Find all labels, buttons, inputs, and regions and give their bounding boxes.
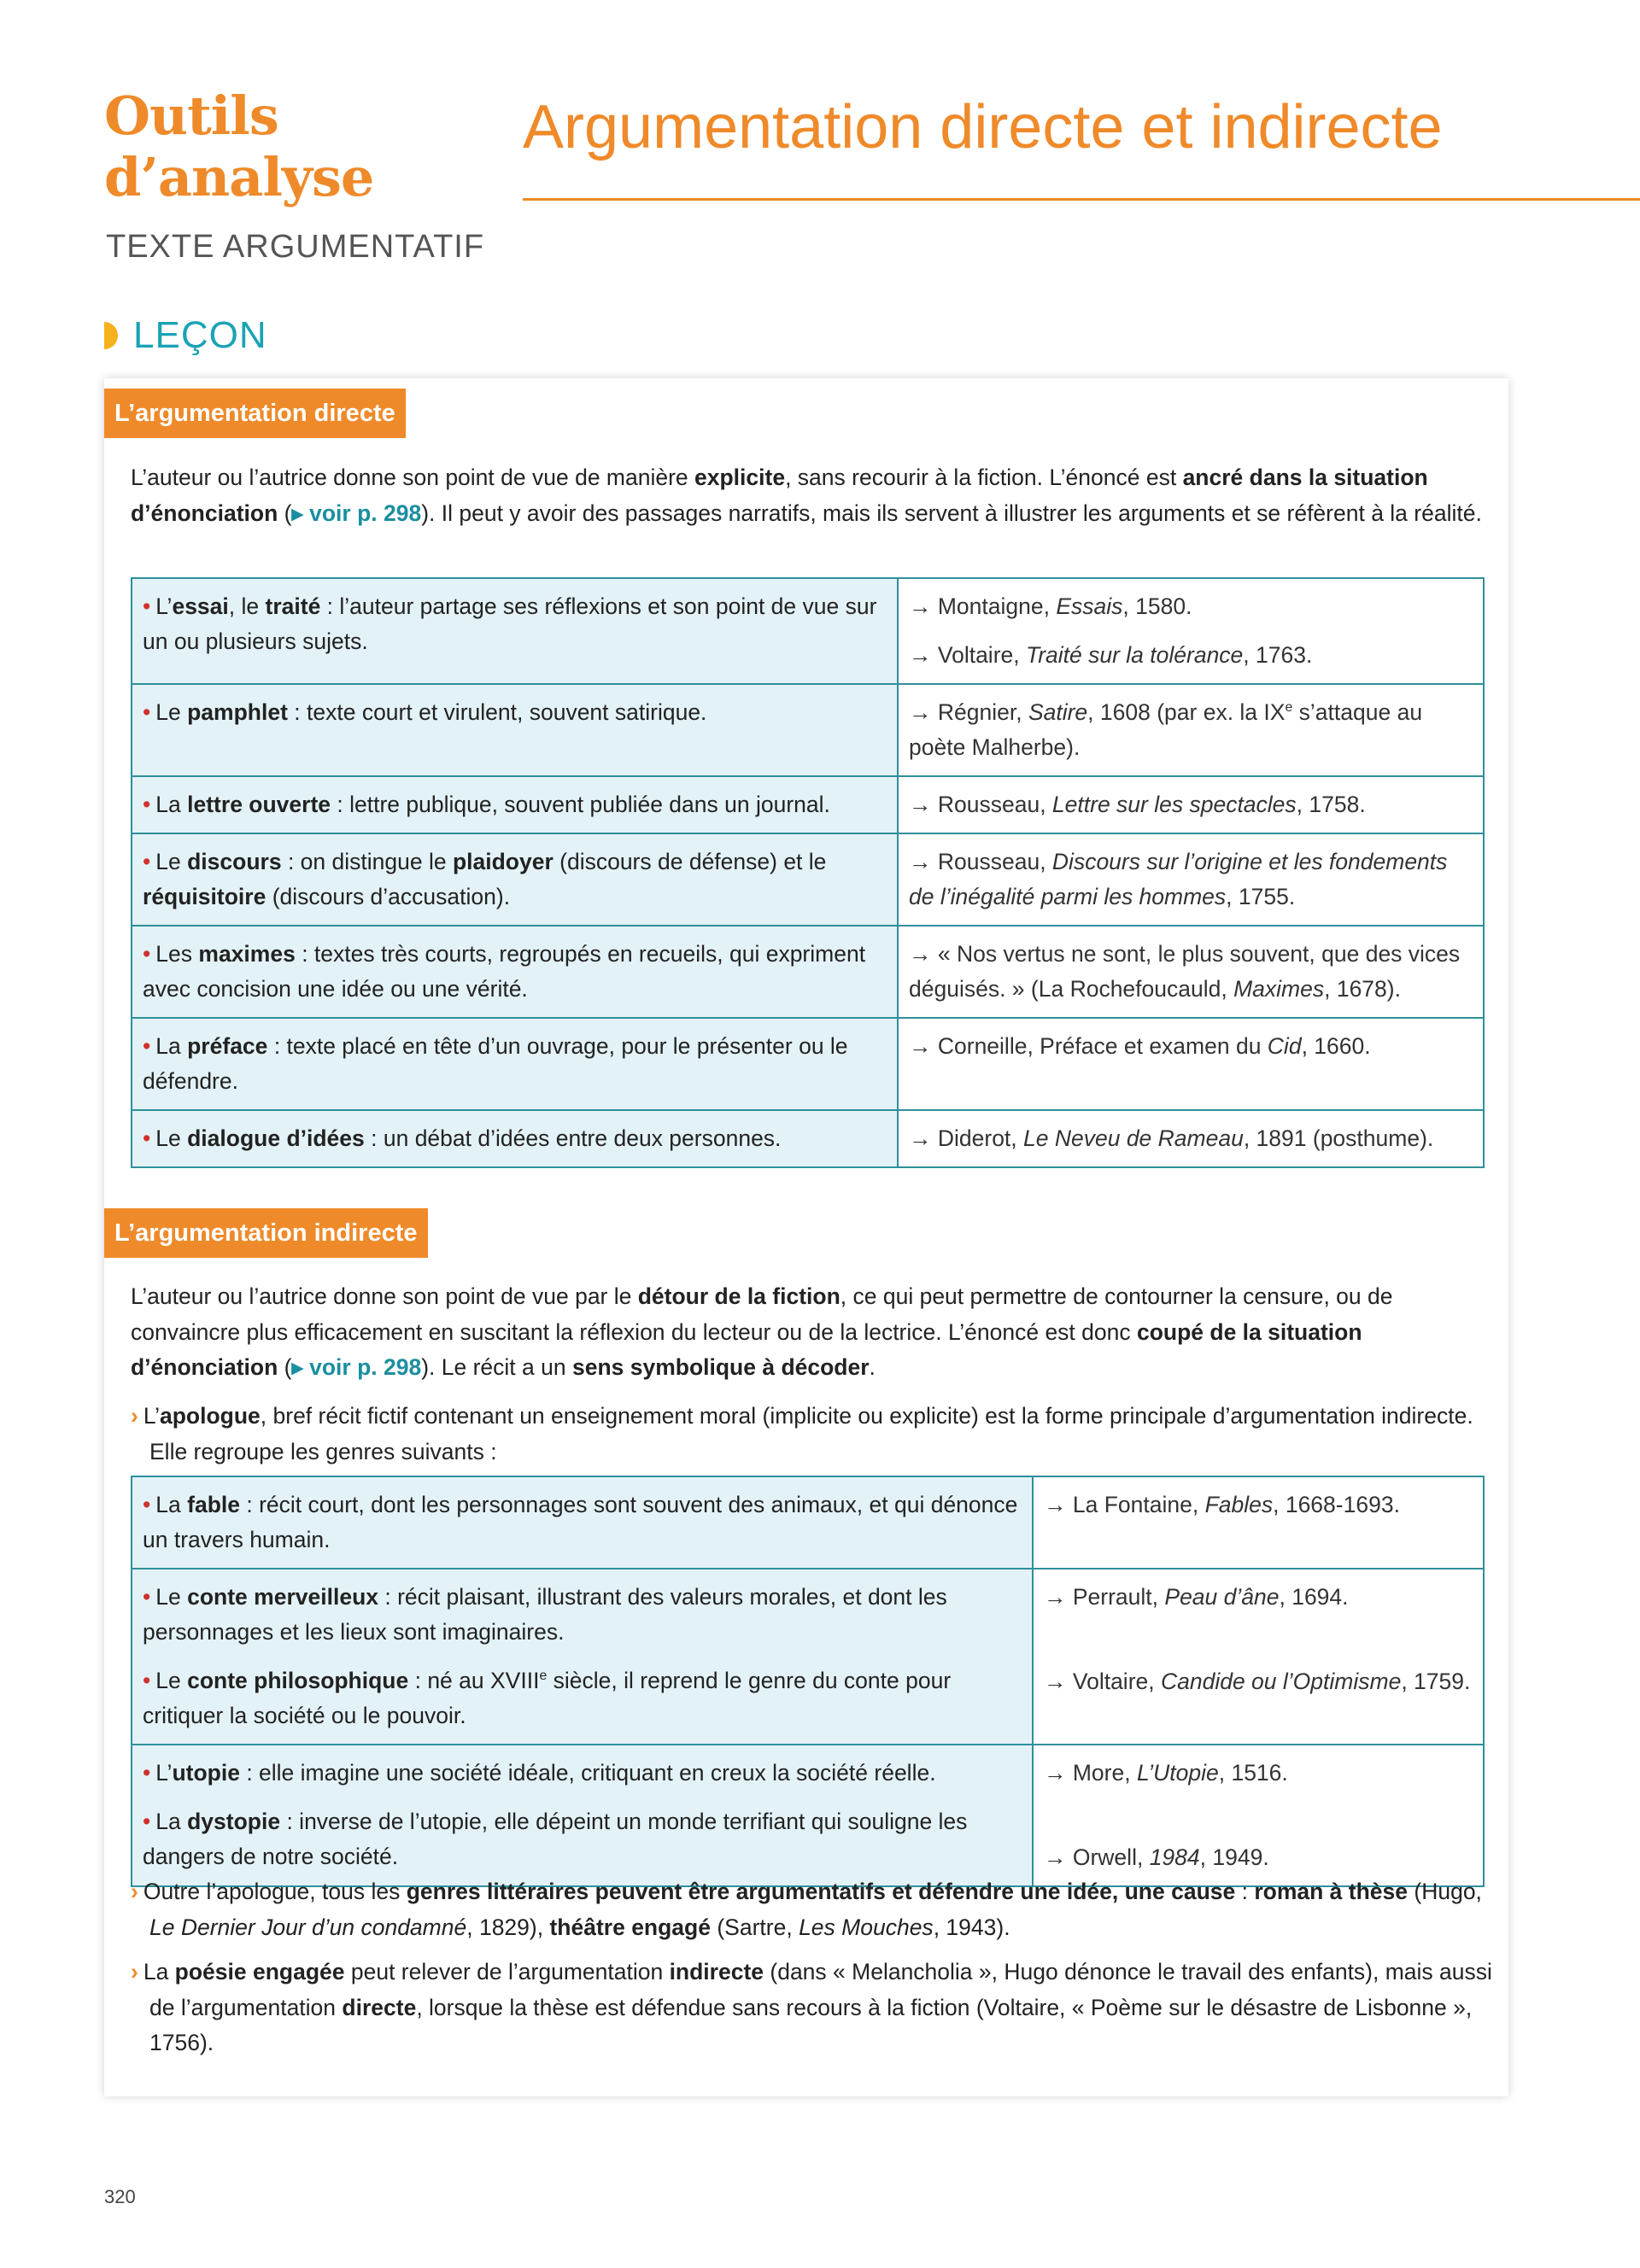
text: : un débat d’idées entre deux personnes. — [364, 1125, 782, 1151]
text: : texte court et virulent, souvent satirique. — [287, 699, 707, 725]
genre-cell — [132, 926, 898, 1018]
bold-text: plaidoyer — [452, 849, 554, 874]
text: siècle, il reprend le genre du conte pour critiquer la société ou le pouvoir. — [143, 1668, 952, 1728]
genre-cell — [132, 1476, 1033, 1569]
text: : — [1235, 1879, 1255, 1904]
text: : né au XVIII — [408, 1668, 540, 1693]
bullet-icon: • — [143, 1492, 151, 1517]
bold-text: coupé de la situation d’énonciation — [131, 1318, 1362, 1380]
text: → « Nos vertus ne sont, le plus souvent, que des vices déguisés. » (La Rochefoucauld, — [909, 941, 1461, 1002]
text: L’ — [155, 593, 173, 619]
example-cell — [1033, 1569, 1484, 1745]
bold-text: ancré dans la situation d’énonciation — [131, 465, 1428, 526]
bullet-icon: • — [143, 593, 151, 619]
genre-cell — [132, 1110, 898, 1167]
text: → More, — [1044, 1760, 1137, 1786]
text: , 1891 (posthume). — [1243, 1125, 1434, 1151]
text: , 1660. — [1301, 1033, 1371, 1059]
genre-item — [143, 1029, 885, 1099]
text: : lettre publique, souvent publiée dans un journal. — [331, 792, 830, 817]
italic-title: Cid — [1267, 1033, 1302, 1059]
example-cell — [898, 776, 1484, 833]
text: L’ — [155, 1760, 173, 1786]
example-item — [1044, 1756, 1471, 1791]
text: : inverse de l’utopie, elle dépeint un monde terrifiant qui souligne les dangers de notre société. — [143, 1809, 968, 1869]
italic-title: Peau d’âne — [1164, 1584, 1280, 1610]
text: → Régnier, — [909, 699, 1028, 725]
example-cell — [898, 1110, 1484, 1167]
example-cell — [1033, 1476, 1484, 1569]
italic-title: Lettre sur les spectacles — [1051, 792, 1297, 817]
direct-tag: L’argumentation directe — [104, 389, 406, 438]
example-cell — [898, 926, 1484, 1018]
bold-text: poésie engagée — [174, 1959, 345, 1984]
text: ( — [278, 1354, 292, 1380]
bold-text: lettre ouverte — [187, 792, 331, 817]
table-row — [132, 833, 1484, 926]
bullet-icon: • — [143, 1584, 151, 1610]
text: Le — [155, 849, 188, 874]
table-row — [132, 1110, 1484, 1167]
genre-cell — [132, 1569, 1033, 1745]
text: , le — [228, 593, 266, 619]
example-item — [909, 787, 1471, 822]
bullet-icon: • — [143, 1668, 151, 1693]
example-cell — [1033, 1745, 1484, 1886]
text: , bref récit fictif contenant un enseignement moral (implicite ou explicite) est la forme principale d’argumentation indirecte. Elle regroupe les genres suivants : — [149, 1403, 1473, 1464]
bold-text: traité — [265, 593, 321, 619]
text: → Voltaire, — [1044, 1669, 1161, 1694]
bullet-icon: • — [143, 1809, 151, 1834]
example-item — [1044, 1664, 1471, 1699]
italic-title: Le Dernier Jour d’un condamné — [149, 1914, 467, 1940]
genre-item — [143, 1580, 1020, 1650]
genre-item — [143, 787, 885, 822]
example-item — [909, 589, 1471, 624]
text: Le — [155, 1584, 188, 1610]
bullet-icon: • — [143, 1760, 151, 1786]
text: → Orwell, — [1044, 1844, 1150, 1870]
table-row — [132, 776, 1484, 833]
italic-title: L’Utopie — [1136, 1760, 1219, 1786]
bullet-icon: • — [143, 1125, 151, 1151]
genre-item — [143, 1663, 1020, 1733]
lecon-heading — [104, 314, 267, 357]
bullet-icon: • — [143, 941, 151, 967]
genre-cell — [132, 1745, 1033, 1886]
brand-line-1: Outils — [104, 85, 278, 147]
text: , 1763. — [1243, 642, 1313, 668]
text: La — [143, 1959, 175, 1984]
text: , 1759. — [1401, 1669, 1471, 1694]
genre-item — [143, 1488, 1020, 1558]
apologue-text — [144, 1403, 1473, 1464]
text: e — [539, 1669, 548, 1684]
text: (discours de défense) et le — [553, 849, 827, 874]
outro-text — [144, 1879, 1482, 1940]
genre-item — [143, 845, 885, 915]
section-subtitle: TEXTE ARGUMENTATIF — [106, 229, 485, 265]
text: , ce qui peut permettre de contourner la censure, ou de convaincre plus efficacement en suscitant la réflexion du lecteur ou de la lectrice. L’énoncé est donc — [131, 1283, 1393, 1345]
bold-text: explicite — [694, 465, 786, 490]
title-divider — [523, 198, 1640, 201]
text: , 1668-1693. — [1273, 1492, 1400, 1517]
genre-cell — [132, 684, 898, 776]
table-row — [132, 1745, 1484, 1886]
indirect-tag: L’argumentation indirecte — [104, 1208, 428, 1258]
text: Le — [155, 1125, 188, 1151]
page-number: 320 — [104, 2186, 136, 2207]
text: (Hugo, — [1408, 1879, 1482, 1904]
text: : elle imagine une société idéale, critiquant en creux la société réelle. — [239, 1760, 936, 1786]
brand-heading — [104, 85, 373, 208]
example-item — [909, 1029, 1471, 1064]
text: s’attaque au poète Malherbe). — [909, 699, 1423, 760]
example-item — [1044, 1840, 1471, 1875]
example-item — [909, 937, 1471, 1007]
text: → Montaigne, — [909, 593, 1057, 619]
example-cell — [898, 833, 1484, 926]
genre-item — [143, 937, 885, 1007]
bold-text: pamphlet — [187, 699, 288, 725]
page-reference-link[interactable]: ▸ voir p. 298 — [291, 500, 422, 526]
text: peut relever de l’argumentation — [344, 1959, 670, 1984]
genre-cell — [132, 776, 898, 833]
genre-cell — [132, 833, 898, 926]
table-row — [132, 1569, 1484, 1745]
bullet-icon: • — [143, 849, 151, 874]
half-circle-icon — [104, 322, 118, 349]
bold-text: réquisitoire — [143, 884, 266, 909]
text: , 1608 (par ex. la IX — [1087, 699, 1286, 725]
bullet-icon: • — [143, 1033, 151, 1059]
lesson-card — [104, 378, 1508, 2096]
bold-text: maximes — [198, 941, 296, 967]
text: ( — [278, 500, 292, 526]
text: ). Il peut y avoir des passages narratifs, mais ils servent à illustrer les arguments et se réfèrent à la réalité. — [421, 500, 1482, 526]
bold-text: théâtre engagé — [549, 1914, 711, 1940]
example-item — [1044, 1580, 1471, 1615]
table-row — [132, 926, 1484, 1018]
text: La — [155, 1033, 188, 1059]
bold-text: conte philosophique — [187, 1668, 409, 1693]
apologue-item — [131, 1399, 1503, 1470]
italic-title: Maximes — [1233, 976, 1325, 1002]
text: L’auteur ou l’autrice donne son point de vue par le — [131, 1283, 638, 1309]
text: : récit plaisant, illustrant des valeurs morales, et dont les personnages et les lieux sont imaginaires. — [143, 1584, 947, 1645]
text: , 1755. — [1226, 884, 1296, 909]
text: (Sartre, — [710, 1914, 800, 1940]
text: : l’auteur partage ses réflexions et son point de vue sur un ou plusieurs sujets. — [143, 593, 877, 654]
bold-text: détour de la fiction — [637, 1283, 840, 1309]
indirect-intro — [131, 1279, 1485, 1386]
text: , lorsque la thèse est défendue sans recours à la fiction (Voltaire, « Poème sur le désastre de Lisbonne », 1756). — [149, 1994, 1473, 2055]
brand-line-2: d’analyse — [104, 146, 374, 208]
text: , sans recourir à la fiction. L’énoncé est — [785, 465, 1183, 490]
text: (discours d’accusation). — [266, 884, 511, 909]
table-row — [132, 1018, 1484, 1110]
indirect-table — [131, 1476, 1485, 1887]
bold-text: utopie — [172, 1760, 240, 1786]
chevron-icon: › — [131, 1959, 138, 1984]
bold-text: fable — [187, 1492, 240, 1517]
genre-item — [143, 589, 885, 659]
text: , 1949. — [1199, 1844, 1269, 1870]
bold-text: essai — [172, 593, 229, 619]
direct-intro — [131, 460, 1485, 531]
example-item — [909, 845, 1471, 915]
text: → Perrault, — [1044, 1584, 1165, 1610]
bold-text: dystopie — [187, 1809, 281, 1834]
bold-text: directe — [342, 1994, 417, 2020]
lecon-label: LEÇON — [133, 314, 267, 356]
bold-text: discours — [187, 849, 282, 874]
text: , 1829), — [466, 1914, 550, 1940]
table-row — [132, 578, 1484, 684]
text: La — [155, 792, 188, 817]
table-row — [132, 1476, 1484, 1569]
genre-cell — [132, 1018, 898, 1110]
italic-title: Fables — [1204, 1492, 1274, 1517]
text: , 1580. — [1122, 593, 1192, 619]
chevron-icon: › — [131, 1403, 138, 1429]
text: → Diderot, — [909, 1125, 1024, 1151]
text: La — [155, 1809, 188, 1834]
bold-text: indirecte — [669, 1959, 764, 1984]
genre-item — [143, 1804, 1020, 1874]
outro-text — [144, 1959, 1492, 2055]
bold-text: dialogue d’idées — [187, 1125, 365, 1151]
example-item — [909, 695, 1471, 765]
italic-title: Satire — [1028, 699, 1088, 725]
text: ). Le récit a un — [421, 1354, 572, 1380]
outro-item-2 — [131, 1955, 1503, 2061]
text: → La Fontaine, — [1044, 1492, 1205, 1517]
bullet-icon: • — [143, 699, 151, 725]
italic-title: Candide ou l’Optimisme — [1160, 1669, 1402, 1694]
text: L’auteur ou l’autrice donne son point de vue de manière — [131, 465, 695, 490]
outro-item-1 — [131, 1874, 1503, 1945]
text: Outre l’apologue, tous les — [143, 1879, 407, 1904]
bold-text: roman à thèse — [1254, 1879, 1409, 1904]
italic-title: Le Neveu de Rameau — [1023, 1125, 1244, 1151]
text: Le — [155, 699, 188, 725]
text: → Voltaire, — [909, 642, 1026, 668]
italic-title: Les Mouches — [799, 1914, 934, 1940]
example-cell — [898, 578, 1484, 684]
text: L’ — [143, 1403, 160, 1429]
text: , 1678). — [1324, 976, 1401, 1002]
italic-title: Discours sur l’origine et les fondements de l’inégalité parmi les hommes — [909, 849, 1448, 909]
text: , 1694. — [1279, 1584, 1349, 1610]
table-row — [132, 684, 1484, 776]
text: : textes très courts, regroupés en recueils, qui expriment avec concision une idée ou une vérité. — [143, 941, 866, 1002]
text: (dans « Melancholia », Hugo dénonce le travail des enfants), mais aussi de l’argumentation — [149, 1959, 1492, 2020]
genre-item — [143, 695, 885, 730]
text: → Rousseau, — [909, 849, 1052, 874]
bold-text: sens symbolique à décoder — [571, 1354, 870, 1380]
example-cell — [898, 1018, 1484, 1110]
text: Le — [155, 1668, 188, 1693]
italic-title: Traité sur la tolérance — [1025, 642, 1244, 668]
bold-text: conte merveilleux — [187, 1584, 379, 1610]
text: → Corneille, Préface et examen du — [909, 1033, 1268, 1059]
genre-item — [143, 1756, 1020, 1791]
text: Les — [155, 941, 199, 967]
direct-table — [131, 577, 1485, 1168]
page-title: Argumentation directe et indirecte — [523, 93, 1443, 161]
genre-item — [143, 1121, 885, 1156]
text: : texte placé en tête d’un ouvrage, pour le présenter ou le défendre. — [143, 1033, 848, 1094]
bullet-icon: • — [143, 792, 151, 817]
text: : récit court, dont les personnages sont souvent des animaux, et qui dénonce un travers humain. — [143, 1492, 1018, 1552]
text: e — [1285, 700, 1293, 716]
example-item — [909, 638, 1471, 673]
text: → Rousseau, — [909, 792, 1052, 817]
example-cell — [898, 684, 1484, 776]
text: . — [869, 1354, 876, 1380]
genre-cell — [132, 578, 898, 684]
page-reference-link[interactable]: ▸ voir p. 298 — [291, 1354, 422, 1380]
text: La — [155, 1492, 188, 1517]
text: : on distingue le — [281, 849, 453, 874]
italic-title: Essais — [1056, 593, 1123, 619]
text: , 1516. — [1218, 1760, 1288, 1786]
bold-text: apologue — [160, 1403, 261, 1429]
text: , 1758. — [1296, 792, 1366, 817]
chevron-icon: › — [131, 1879, 138, 1904]
text: , 1943). — [933, 1914, 1010, 1940]
bold-text: genres littéraires peuvent être argumentatifs et défendre une idée, une cause — [406, 1879, 1236, 1904]
italic-title: 1984 — [1149, 1844, 1200, 1870]
example-item — [1044, 1488, 1471, 1523]
example-item — [909, 1121, 1471, 1156]
bold-text: préface — [187, 1033, 268, 1059]
